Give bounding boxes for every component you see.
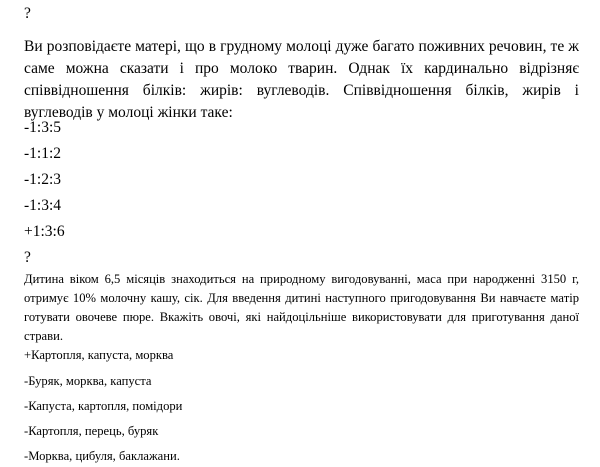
question-2-text: Дитина віком 6,5 місяців знаходиться на природному вигодовуванні, маса при народженні 3150 г, отримує 10% молочну кашу, сік. Для введення дитині наступного пригодовування Ви навчаєте матір готувати овочеве пюре. Вкажіть овочі, які найдоцільніше використовувати для приготування даної страви. <box>24 272 579 343</box>
question-1-option: -1:2:3 <box>24 171 62 188</box>
question-2-option: -Буряк, морква, капуста <box>24 374 152 388</box>
question-1-marker: ? <box>24 5 31 22</box>
question-1-option: -1:3:5 <box>24 119 62 136</box>
question-1-text: Ви розповідаєте матері, що в грудному молоці дуже багато поживних речовин, те ж саме можна сказати і про молоко тварин. Однак їх кардинально відрізняє співвідношення білків: жирів: вуглеводів. Співвідношення білків, жирів і вуглеводів у молоці жінки таке: <box>24 38 579 121</box>
question-2-option: +Картопля, капуста, морква <box>24 348 174 362</box>
question-1-option: -1:1:2 <box>24 145 62 162</box>
question-2-option: -Морква, цибуля, баклажани. <box>24 449 180 463</box>
question-1-option: -1:3:4 <box>24 197 62 214</box>
question-2-option: -Капуста, картопля, помідори <box>24 399 183 413</box>
question-2-option: -Картопля, перець, буряк <box>24 424 159 438</box>
question-2-marker: ? <box>24 249 31 266</box>
question-1-option: +1:3:6 <box>24 223 65 240</box>
